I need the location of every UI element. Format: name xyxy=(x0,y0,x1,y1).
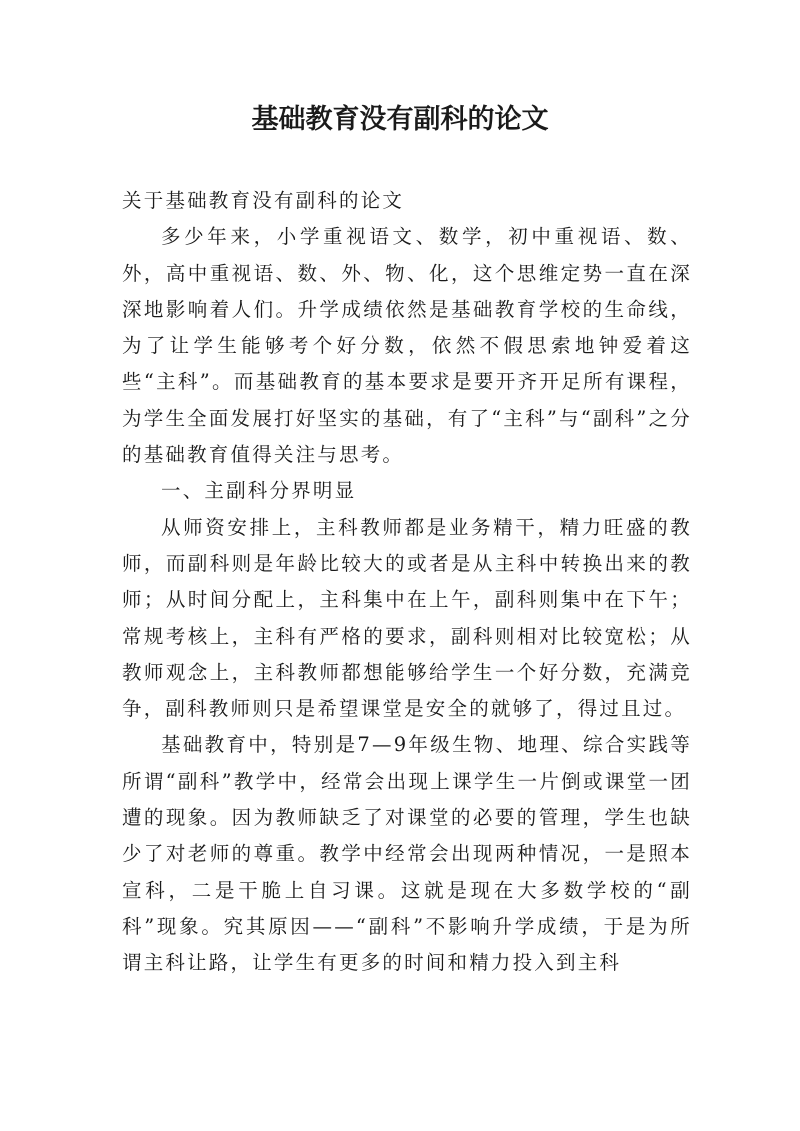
paragraph-teachers: 从师资安排上，主科教师都是业务精干，精力旺盛的教师，而副科则是年龄比较大的或者是从主科中转换出来的教师；从时间分配上，主科集中在上午，副科则集中在下午；常规考核上，主科有严格的要求，副科则相对比较宽松；从教师观念上，主科教师都想能够给学生一个好分数，充满竞争，副科教师则只是希望课堂是安全的就够了，得过且过。 xyxy=(122,515,692,721)
document-title: 基础教育没有副科的论文 xyxy=(251,104,549,135)
intro-line: 关于基础教育没有副科的论文 xyxy=(122,189,405,212)
paragraph-phenomenon: 基础教育中，特别是7—9年级生物、地理、综合实践等所谓“副科”教学中，经常会出现上课学生一片倒或课堂一团遭的现象。因为教师缺乏了对课堂的必要的管理，学生也缺少了对老师的尊重。教学中经常会出现两种情况，一是照本宣科，二是干脆上自习课。这就是现在大多数学校的“副科”现象。究其原因——“副科”不影响升学成绩，于是为所谓主科让路，让学生有更多的时间和精力投入到主科 xyxy=(122,733,692,975)
section-heading: 一、主副科分界明显 xyxy=(161,479,357,503)
document-body xyxy=(122,183,692,982)
paragraph-intro: 多少年来，小学重视语文、数学，初中重视语、数、外，高中重视语、数、外、物、化，这个思维定势一直在深深地影响着人们。升学成绩依然是基础教育学校的生命线，为了让学生能够考个好分数，依然不假思索地钟爱着这些“主科”。而基础教育的基本要求是要开齐开足所有课程，为学生全面发展打好坚实的基础，有了“主科”与“副科”之分的基础教育值得关注与思考。 xyxy=(122,225,692,467)
